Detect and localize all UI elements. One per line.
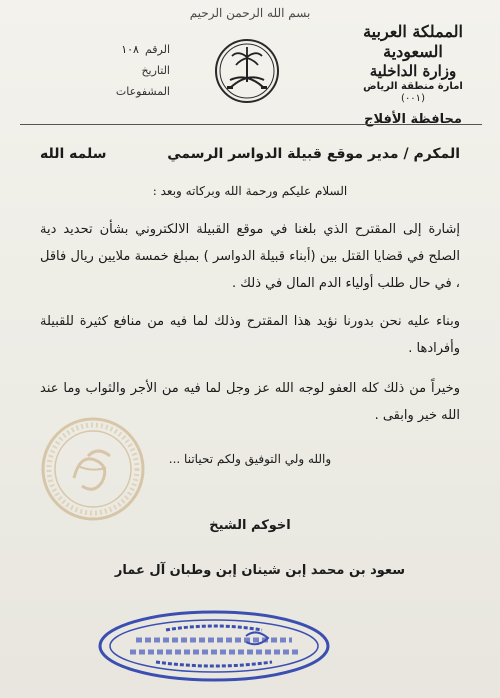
signature-name: سعود بن محمد إبن شينان إبن وطبان آل عمار	[114, 563, 406, 578]
addressee: المكرم / مدير موقع قبيلة الدواسر الرسمي	[167, 146, 460, 162]
emirate-code: (٠٠١)	[401, 93, 425, 105]
closing-line: والله ولي التوفيق ولكم تحياتنا ...	[168, 452, 332, 466]
date-label: التاريخ	[141, 63, 170, 77]
signature-title: اخوكم الشيخ	[209, 518, 291, 533]
header-divider	[20, 124, 482, 125]
attachments-label: المشفوعات	[115, 84, 170, 98]
paragraph-2: وبناء عليه نحن بدورنا نؤيد هذا المقترح وذلك لما فيه من منافع كثيرة للقبيلة وأفرادها .	[40, 314, 460, 356]
emirate-name: امارة منطقة الرياض	[363, 80, 463, 92]
kingdom-name: المملكة العربية السعودية	[363, 22, 463, 61]
basmala: بسم الله الرحمن الرحيم	[189, 6, 311, 20]
governorate-name: محافظة الأفلاج	[364, 111, 462, 127]
letter-metadata	[40, 40, 170, 103]
tribe-seal-icon	[40, 416, 146, 522]
paragraph-3: وخيراً من ذلك كله العفو لوجه الله عز وجل لما فيه من الأجر والثواب وما عند الله خير وابقى .	[40, 381, 460, 423]
date-row	[40, 61, 170, 82]
greeting: السلام عليكم ورحمة الله وبركاته وبعد :	[152, 184, 348, 198]
letterhead-right	[338, 22, 488, 128]
addressee-salutation: سلمه الله	[40, 146, 107, 162]
saudi-emblem-icon	[214, 38, 280, 104]
number-row	[40, 40, 170, 61]
paragraph-1: إشارة إلى المقترح الذي بلغنا في موقع القبيلة الالكتروني بشأن تحديد دية الصلح في قضايا القتل بين (أبناء قبيلة الدواسر ) بمبلغ خمسة ملايين ريال فاقل ، في حال طلب أولياء الدم المال في ذلك .	[40, 222, 460, 291]
ministry-name: وزارة الداخلية	[369, 62, 457, 80]
addressee-line	[40, 146, 460, 162]
attachments-row	[40, 82, 170, 103]
number-label: الرقم	[144, 43, 170, 56]
number-value: ١٠٨	[121, 43, 139, 56]
official-stamp-icon	[96, 608, 332, 684]
